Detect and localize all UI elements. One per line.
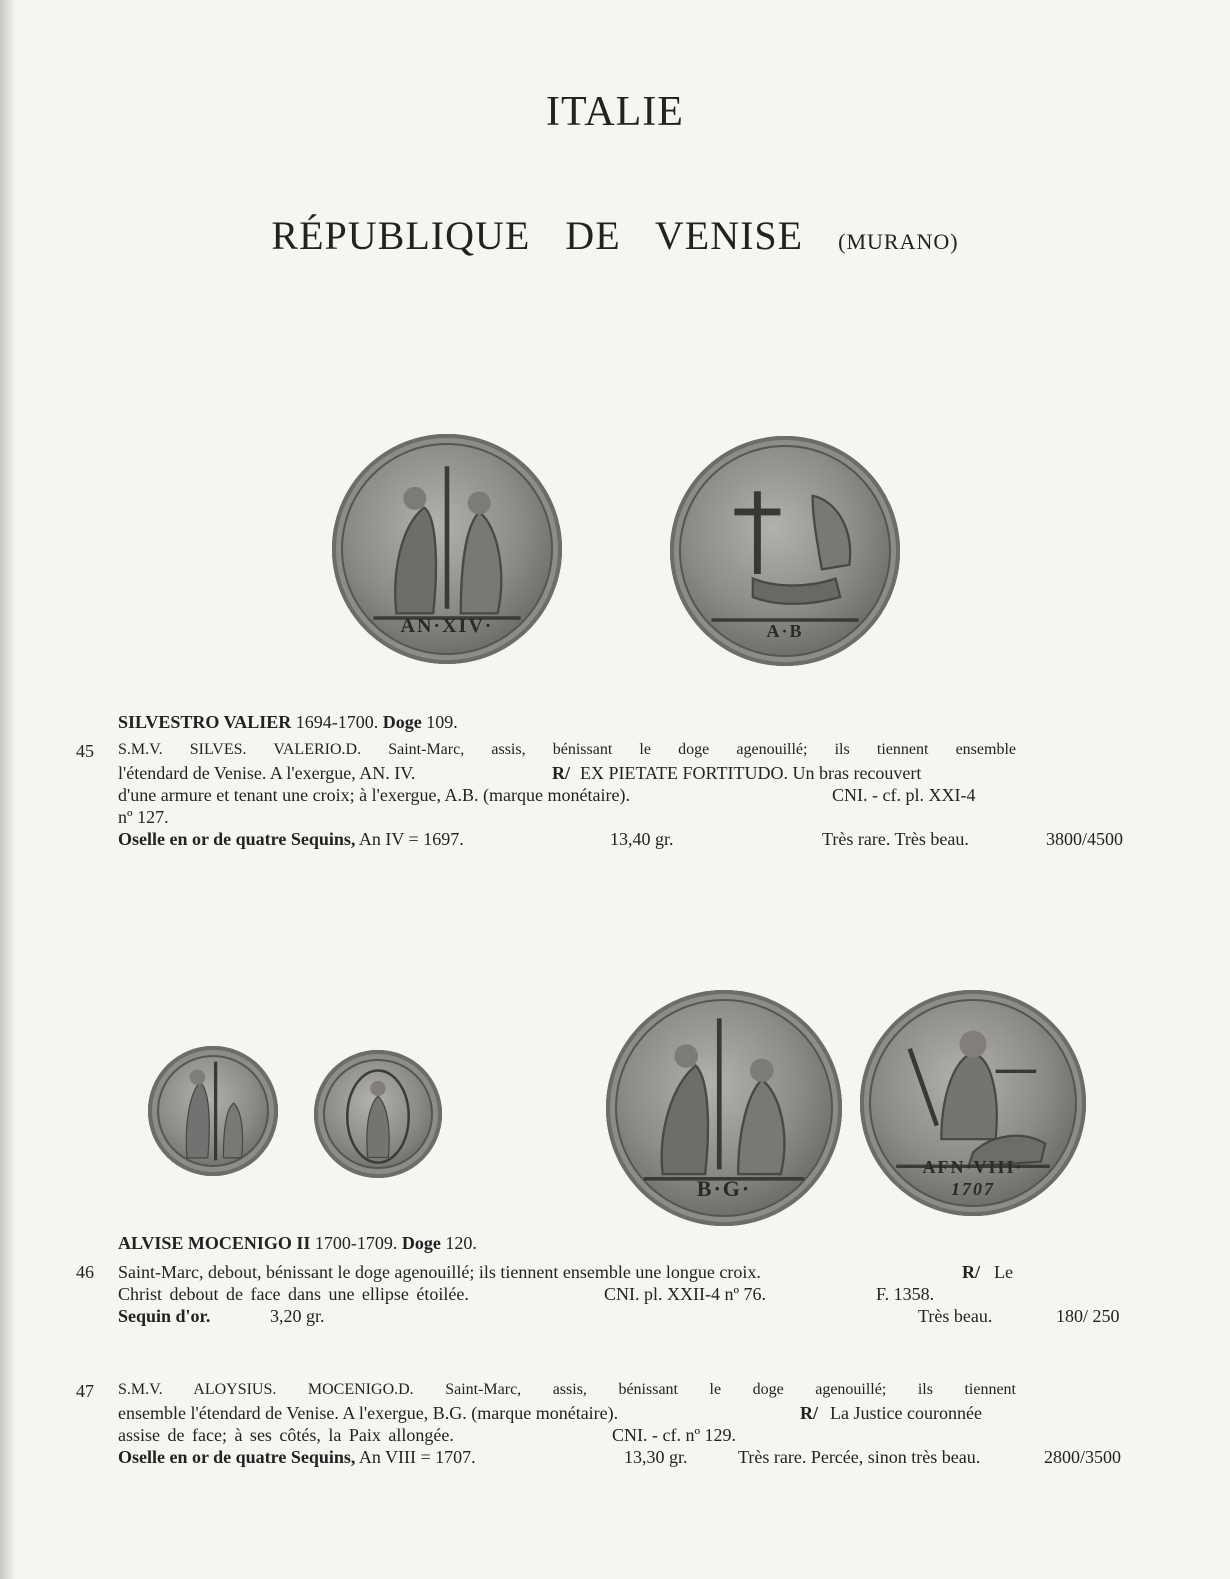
coin-47-reverse-date: 1707 xyxy=(951,1179,995,1199)
lot-47-line-2b: R/ xyxy=(800,1403,818,1423)
ruler-dates: 1700-1709. xyxy=(314,1233,398,1253)
ruler-dates: 1694-1700. xyxy=(295,712,379,732)
lot-45-year: An IV = 1697. xyxy=(358,829,464,849)
lot-45-line-4: nº 127. xyxy=(118,807,169,827)
lot-46-line-2a: Christ debout de face dans une ellipse étoilée. xyxy=(118,1284,469,1304)
lot-46-price: 180/ 250 xyxy=(1056,1306,1120,1326)
lot-45-line-3b: CNI. - cf. pl. XXI-4 xyxy=(832,785,976,805)
lot-46-line-1a: Saint-Marc, debout, bénissant le doge agenouillé; ils tiennent ensemble une longue croix. xyxy=(118,1262,761,1282)
coin-47-reverse xyxy=(860,990,1086,1216)
coin-46-obverse xyxy=(148,1046,278,1176)
lot-46-line-2b: CNI. pl. XXII-4 nº 76. xyxy=(604,1284,767,1304)
lot-47-description xyxy=(118,1447,476,1468)
page-title: ITALIE xyxy=(546,89,684,135)
lot-47-line-3b: CNI. - cf. nº 129. xyxy=(612,1425,737,1445)
coin-47-obverse xyxy=(606,990,842,1226)
lot-46-weight: 3,20 gr. xyxy=(270,1306,325,1326)
lot-45-price: 3800/4500 xyxy=(1046,829,1124,849)
coin-45-reverse xyxy=(670,436,900,666)
lot-45-line-1: S.M.V. SILVES. VALERIO.D. Saint-Marc, assis, bénissant le doge agenouillé; ils tiennent ensemble xyxy=(118,741,1016,758)
lot-47-weight: 13,30 gr. xyxy=(624,1447,688,1467)
lot-46-line-2c: F. 1358. xyxy=(876,1284,935,1304)
coin-45-obverse-exergue: AN·XIV· xyxy=(400,615,494,637)
lot-47-denomination: Oselle en or de quatre Sequins, xyxy=(118,1447,356,1467)
lot-47-number: 47 xyxy=(76,1381,94,1401)
doge-label: Doge xyxy=(401,1233,441,1253)
ruler-name: ALVISE MOCENIGO II xyxy=(118,1233,311,1253)
doge-number: 120. xyxy=(445,1233,477,1253)
lot-45-line-2c: EX PIETATE FORTITUDO. Un bras recouvert xyxy=(580,763,922,783)
coin-46-reverse xyxy=(314,1050,442,1178)
christ-in-ellipse-icon xyxy=(314,1050,442,1178)
lot-47-year: An VIII = 1707. xyxy=(358,1447,476,1467)
lot-47-line-2a: ensemble l'étendard de Venise. A l'exergue, B.G. (marque monétaire). xyxy=(118,1403,619,1423)
lot-46-heading xyxy=(118,1233,477,1254)
coin-45-reverse-exergue: A·B xyxy=(766,621,804,641)
lot-47-line-1: S.M.V. ALOYSIUS. MOCENIGO.D. Saint-Marc, assis, bénissant le doge agenouillé; ils tiennent xyxy=(118,1381,1016,1398)
lot-45-description xyxy=(118,829,464,850)
lot-46-denomination: Sequin d'or. xyxy=(118,1306,211,1326)
section-title xyxy=(0,212,1230,259)
lot-45-number: 45 xyxy=(76,741,94,761)
lot-45-grade: Très rare. Très beau. xyxy=(822,829,969,849)
lot-45-heading xyxy=(118,712,458,733)
section-title-note: (MURANO) xyxy=(838,229,959,254)
coin-47-obverse-exergue: B·G· xyxy=(696,1176,752,1201)
lot-45-denomination: Oselle en or de quatre Sequins, xyxy=(118,829,356,849)
lot-45-line-3a: d'une armure et tenant une croix; à l'exergue, A.B. (marque monétaire). xyxy=(118,785,630,805)
lot-47-grade: Très rare. Percée, sinon très beau. xyxy=(738,1447,981,1467)
lot-45-line-2a: l'étendard de Venise. A l'exergue, AN. IV. xyxy=(118,763,416,783)
lot-47-line-3a: assise de face; à ses côtés, la Paix allongée. xyxy=(118,1425,454,1445)
section-title-main: RÉPUBLIQUE DE VENISE xyxy=(271,213,804,258)
coin-47-reverse-exergue: AFN·VIII· xyxy=(922,1157,1024,1177)
ruler-name: SILVESTRO VALIER xyxy=(118,712,292,732)
lot-47-price: 2800/3500 xyxy=(1044,1447,1122,1467)
lot-45-line-2b: R/ xyxy=(552,763,570,783)
lot-45-weight: 13,40 gr. xyxy=(610,829,674,849)
doge-number: 109. xyxy=(426,712,458,732)
saint-and-doge-icon xyxy=(148,1046,278,1176)
lot-46-line-1c: Le xyxy=(994,1262,1013,1282)
lot-46-number: 46 xyxy=(76,1262,94,1282)
coin-45-obverse xyxy=(332,434,562,664)
doge-label: Doge xyxy=(382,712,422,732)
lot-47-line-2c: La Justice couronnée xyxy=(830,1403,982,1423)
lot-46-grade: Très beau. xyxy=(918,1306,993,1326)
lot-46-line-1b: R/ xyxy=(962,1262,980,1282)
